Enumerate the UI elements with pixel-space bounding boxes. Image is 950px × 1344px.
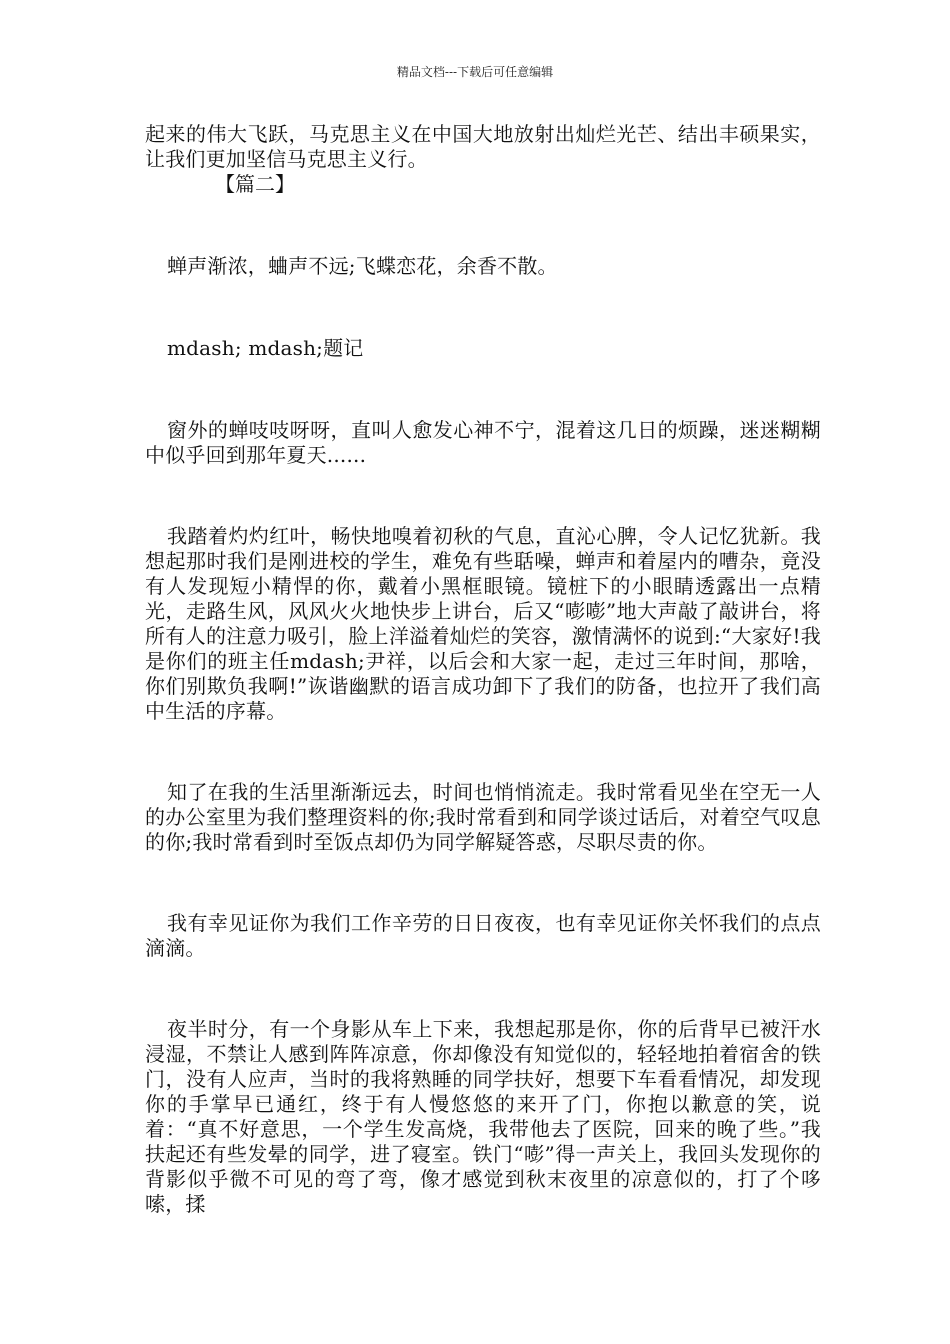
paragraph-2: 我踏着灼灼红叶，畅快地嗅着初秋的气息，直沁心脾，令人记忆犹新。我想起那时我们是刚进校的学生，难免有些聒噪，蝉声和着屋内的嘈杂，竟没有人发现短小精悍的你，戴着小黑框眼镜。镜桩下的小眼睛透露出一点精光，走路生风，风风火火地快步上讲台，后又“嘭嘭”地大声敲了敲讲台，将所有人的注意力吸引，脸上洋溢着灿烂的笑容，激情满怀的说到:“大家好!我是你们的班主任mdash;尹祥，以后会和大家一起，走过三年时间，那啥，你们别欺负我啊!”诙谐幽默的语言成功卸下了我们的防备，也拉开了我们高中生活的序幕。	[145, 524, 821, 723]
paragraph-epigraph-attribution: mdash; mdash;题记	[167, 336, 364, 360]
paragraph-epigraph: 蝉声渐浓，蛐声不远;飞蝶恋花，余香不散。	[167, 254, 558, 278]
spacer	[145, 279, 821, 336]
spacer	[145, 197, 821, 254]
spacer	[145, 724, 821, 780]
paragraph-3: 知了在我的生活里渐渐远去，时间也悄悄流走。我时常看见坐在空无一人的办公室里为我们整理资料的你;我时常看到和同学谈过话后，对着空气叹息的你;我时常看到时至饭点却仍为同学解疑答惑，尽职尽责的你。	[145, 780, 821, 854]
paragraph-1: 窗外的蝉吱吱呀呀，直叫人愈发心神不宁，混着这几日的烦躁，迷迷糊糊中似乎回到那年夏天......	[145, 418, 821, 467]
section-title: 【篇二】	[215, 172, 295, 196]
spacer	[145, 961, 821, 1017]
paragraph-intro: 起来的伟大飞跃，马克思主义在中国大地放射出灿烂光芒、结出丰硕果实，让我们更加坚信马克思主义行。	[145, 122, 821, 171]
paragraph-4: 我有幸见证你为我们工作辛劳的日日夜夜，也有幸见证你关怀我们的点点滴滴。	[145, 911, 821, 960]
paragraph-5: 夜半时分，有一个身影从车上下来，我想起那是你，你的后背早已被汗水浸湿，不禁让人感到阵阵凉意，你却像没有知觉似的，轻轻地拍着宿舍的铁门，没有人应声，当时的我将熟睡的同学扶好，想要下车看看情况，却发现你的手掌早已通红，终于有人慢悠悠的来开了门，你抱以歉意的笑，说着：“真不好意思，一个学生发高烧，我带他去了医院，回来的晚了些。”我扶起还有些发晕的同学，进了寝室。铁门“嘭”得一声关上，我回头发现你的背影似乎微不可见的弯了弯，像才感觉到秋末夜里的凉意似的，打了个哆嗦，揉	[145, 1017, 821, 1216]
page-header: 精品文档---下载后可任意编辑	[396, 65, 554, 79]
spacer	[145, 361, 821, 418]
document-body	[145, 122, 821, 1217]
spacer	[145, 468, 821, 524]
spacer	[145, 855, 821, 911]
